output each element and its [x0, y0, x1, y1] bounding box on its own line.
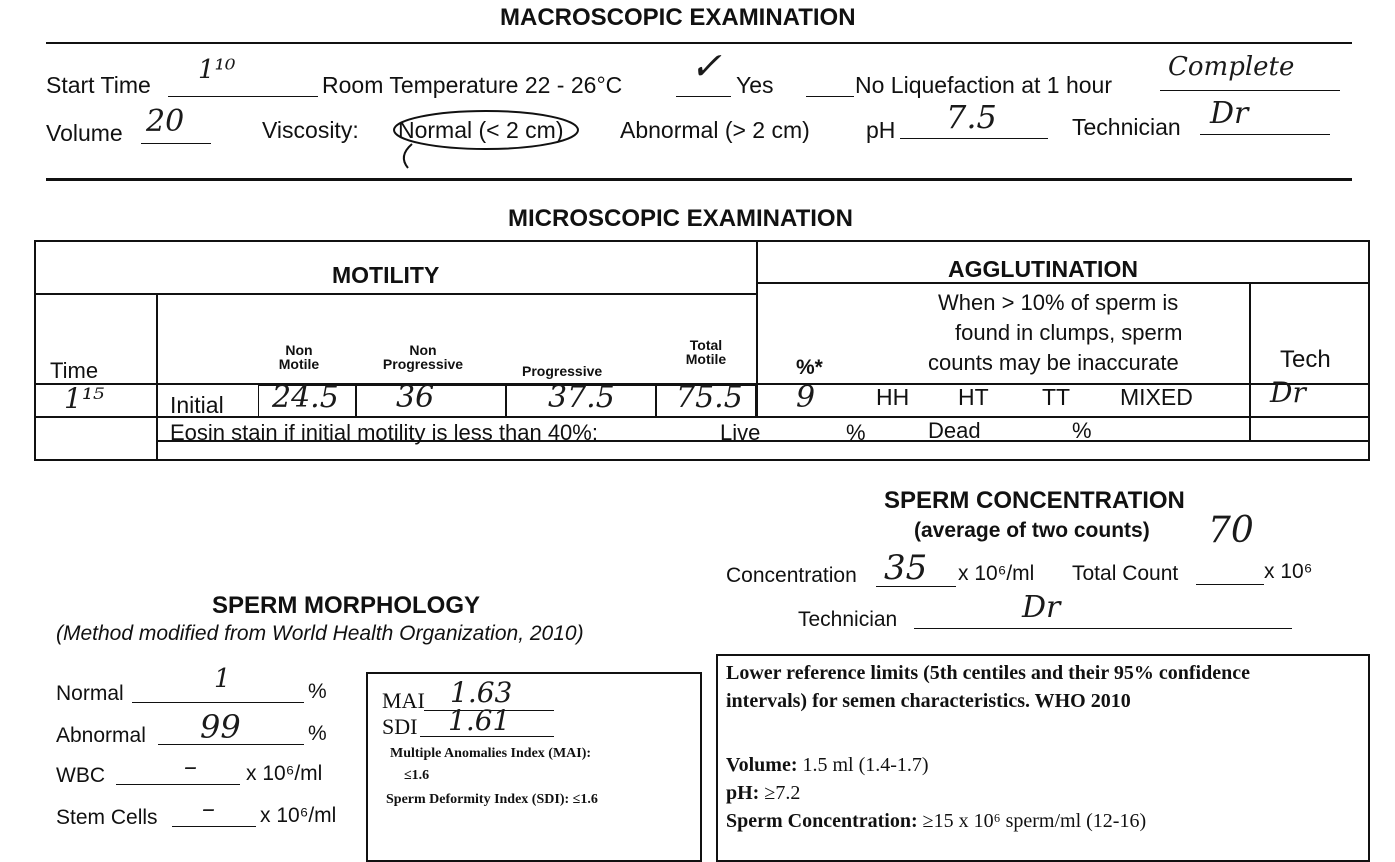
liquefaction-line — [1160, 90, 1340, 91]
sdi-value[interactable]: 1.61 — [448, 704, 511, 737]
concentration-unit: x 10⁶/ml — [958, 562, 1035, 585]
motility-agglutination-divider — [756, 242, 758, 416]
start-time-value[interactable]: 1¹⁰ — [198, 55, 236, 85]
mai-ref: ≤1.6 — [404, 768, 430, 783]
ref-volume-label: Volume: — [726, 754, 798, 776]
concentration-value[interactable]: 35 — [884, 548, 928, 588]
percent-value[interactable]: 9 — [796, 380, 816, 415]
live-label: Live — [720, 420, 761, 445]
room-temp-label: Room Temperature 22 - 26°C — [322, 72, 623, 98]
concentration-title: SPERM CONCENTRATION — [884, 487, 1185, 514]
nonprogressive-value[interactable]: 36 — [396, 380, 435, 415]
total-count-label: Total Count — [1072, 562, 1179, 585]
eosin-label: Eosin stain if initial motility is less than 40%: — [170, 420, 598, 445]
ref-conc-label: Sperm Concentration: — [726, 810, 918, 832]
mai-value[interactable]: 1.63 — [450, 676, 513, 709]
mai-label: MAI — [382, 688, 425, 713]
ht-label[interactable]: HT — [958, 384, 989, 410]
normal-label: Normal — [56, 682, 124, 705]
yes-line — [676, 96, 731, 97]
concentration-subtitle: (average of two counts) — [914, 519, 1150, 542]
morphology-title: SPERM MORPHOLOGY — [212, 592, 481, 619]
mai-note: Multiple Anomalies Index (MAI): — [390, 746, 592, 761]
stem-cells-label: Stem Cells — [56, 806, 158, 829]
stem-cells-unit: x 10⁶/ml — [260, 804, 337, 827]
technician-line — [1200, 134, 1330, 135]
concentration-label: Concentration — [726, 564, 857, 587]
volume-line — [141, 143, 211, 144]
tech-signature[interactable]: Dr — [1270, 376, 1306, 409]
dead-label: Dead — [928, 418, 981, 443]
abnormal-label: Abnormal — [56, 724, 146, 747]
start-time-label: Start Time — [46, 72, 151, 98]
sdi-label: SDI — [382, 714, 418, 739]
conc-technician-line — [914, 628, 1292, 629]
reference-line-2: intervals) for semen characteristics. WHO 2010 — [726, 690, 1131, 712]
total-count-line — [1196, 584, 1264, 585]
macro-bottom-rule — [46, 178, 1352, 181]
col-progressive: Progressive — [522, 363, 603, 379]
total-count-value[interactable]: 70 — [1208, 510, 1254, 551]
mixed-label[interactable]: MIXED — [1120, 384, 1193, 410]
ref-volume-value: 1.5 ml (1.4-1.7) — [802, 754, 929, 776]
header-rule — [36, 293, 756, 295]
ph-label: pH — [866, 117, 896, 143]
abnormal-value[interactable]: 99 — [200, 708, 241, 746]
initial-label: Initial — [170, 392, 224, 418]
yes-label: Yes — [736, 72, 774, 98]
morphology-subtitle: (Method modified from World Health Organization, 2010) — [56, 622, 584, 645]
col-nonmotile: Non Motile — [278, 342, 320, 372]
viscosity-label: Viscosity: — [262, 117, 359, 143]
ref-volume — [726, 754, 929, 777]
no-liquefaction-label: No Liquefaction at 1 hour — [855, 72, 1113, 98]
totalmotile-value[interactable]: 75.5 — [676, 380, 743, 415]
micro-title: MICROSCOPIC EXAMINATION — [508, 205, 853, 232]
dead-percent: % — [1072, 418, 1092, 443]
progressive-value[interactable]: 37.5 — [548, 380, 615, 415]
liquefaction-value[interactable]: Complete — [1168, 52, 1295, 82]
normal-percent: % — [308, 680, 327, 703]
live-percent: % — [846, 420, 866, 445]
hh-label[interactable]: HH — [876, 384, 910, 410]
reference-line-1: Lower reference limits (5th centiles and their 95% confidence — [726, 662, 1250, 684]
volume-label: Volume — [46, 120, 123, 146]
viscosity-abnormal[interactable]: Abnormal (> 2 cm) — [620, 117, 810, 143]
time-label: Time — [50, 358, 99, 383]
col-totalmotile: Total Motile — [685, 337, 727, 367]
agglutination-note-1: When > 10% of sperm is — [938, 290, 1179, 315]
start-time-line — [168, 96, 318, 97]
ph-line — [900, 138, 1048, 139]
tt-label[interactable]: TT — [1042, 384, 1071, 410]
stem-cells-value[interactable]: – — [202, 794, 215, 824]
abnormal-percent: % — [308, 722, 327, 745]
conc-technician-signature[interactable]: Dr — [1022, 590, 1061, 625]
agglutination-note-2: found in clumps, sperm — [955, 320, 1183, 345]
col-nonprogressive: Non Progressive — [382, 342, 464, 372]
normal-line — [132, 702, 304, 703]
total-count-unit: x 10⁶ — [1264, 560, 1313, 583]
ref-conc-value: ≥15 x 10⁶ sperm/ml (12-16) — [922, 810, 1147, 832]
wbc-label: WBC — [56, 764, 105, 787]
agglutination-header: AGGLUTINATION — [948, 256, 1138, 282]
ref-ph-label: pH: — [726, 782, 760, 804]
agglutination-note-3: counts may be inaccurate — [928, 350, 1179, 375]
col-tech: Tech — [1280, 346, 1331, 373]
time-value[interactable]: 1¹⁵ — [64, 382, 105, 415]
sdi-note: Sperm Deformity Index (SDI): ≤1.6 — [386, 792, 598, 807]
technician-signature[interactable]: Dr — [1210, 96, 1249, 131]
viscosity-normal[interactable]: Normal (< 2 cm) — [398, 117, 564, 143]
conc-technician-label: Technician — [798, 608, 898, 631]
nonmotile-value[interactable]: 24.5 — [272, 380, 339, 415]
ref-concentration — [726, 810, 1146, 833]
ref-ph-value: ≥7.2 — [764, 782, 801, 804]
stem-cells-line — [172, 826, 256, 827]
time-col-divider — [156, 294, 158, 460]
wbc-unit: x 10⁶/ml — [246, 762, 323, 785]
viscosity-circle-mark — [390, 104, 590, 174]
normal-value[interactable]: 1 — [214, 664, 231, 694]
wbc-line — [116, 784, 240, 785]
technician-label: Technician — [1072, 114, 1181, 140]
ph-value[interactable]: 7.5 — [946, 98, 997, 136]
col-percent: %* — [796, 356, 823, 379]
yes-mark[interactable]: ✓ — [690, 44, 722, 88]
motility-header: MOTILITY — [332, 262, 440, 288]
volume-value[interactable]: 20 — [146, 104, 185, 139]
macro-title: MACROSCOPIC EXAMINATION — [500, 4, 856, 31]
wbc-value[interactable]: – — [184, 752, 197, 782]
no-line — [806, 96, 854, 97]
ref-ph — [726, 782, 800, 805]
